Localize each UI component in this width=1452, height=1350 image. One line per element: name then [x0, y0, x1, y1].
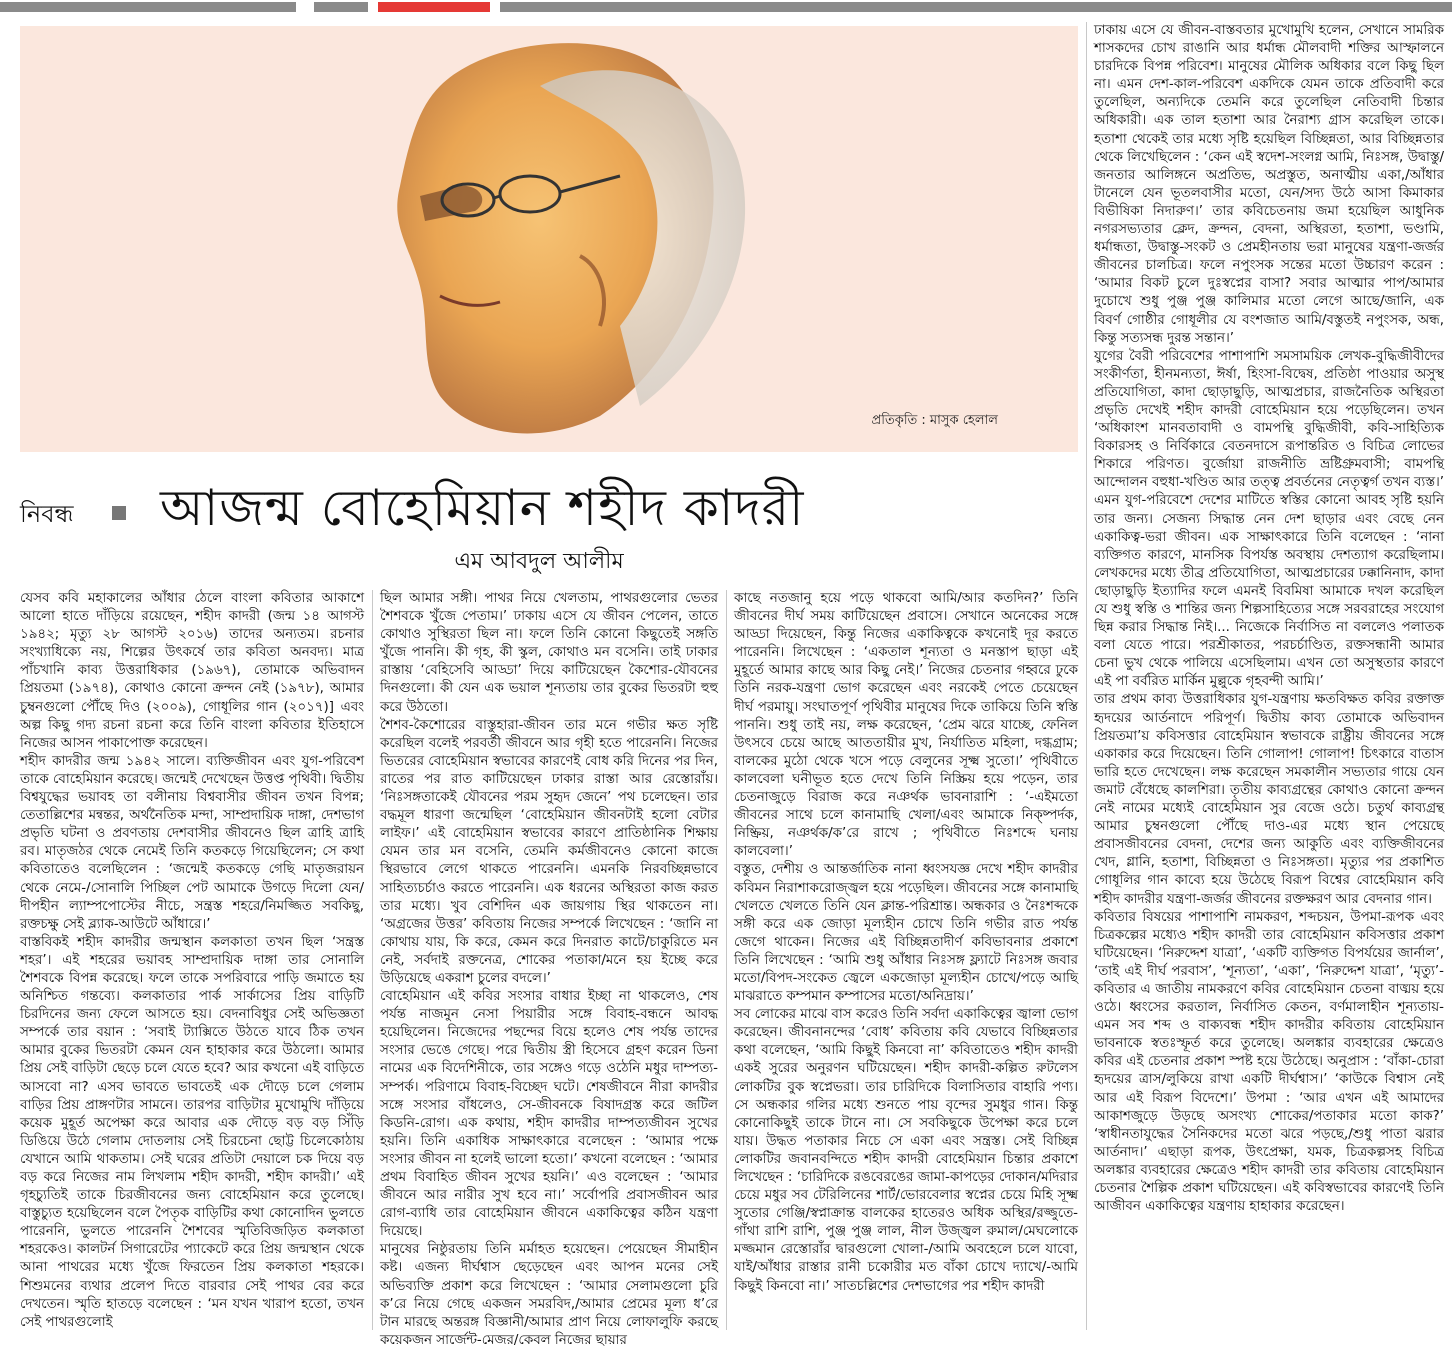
paragraph: বাস্তবিকই শহীদ কাদরীর জন্মস্থান কলকাতা তখন ছিল ‘সন্ত্রস্ত শহর’। এই শহরের ভয়াবহ সাম্প্রদায়িক দাঙ্গা তার সোনালি শৈশবকে বিপন্ন করেছে। ফলে তাকে সপরিবারে পাড়ি জমাতে হয় অনিশ্চিত গন্তব্যে। কলকাতার পার্ক সার্কাসের প্রিয় বাড়িটি চিরদিনের জন্য ফেলে আসতে হয়। বেদনাবিধুর সেই অভিজ্ঞতা সম্পর্কে তার বয়ান : ‘সবাই ট্যাক্সিতে উঠতে যাবে ঠিক তখন আমার বুকের ভিতরটা কেমন যেন হাহাকার করে উঠলো। আমার প্রিয় সেই বাড়িটা ছেড়ে চলে যেতে হবে? আর কখনো এই বাড়িতে আসবো না? এসব ভাবতে ভাবতেই এক দৌড়ে চলে গেলাম বাড়ির প্রিয় প্রাঙ্গণটার সামনে। তারপর বাড়িটার মুখোমুখি দাঁড়িয়ে কয়েক মুহূর্ত অপেক্ষা করে আবার এক দৌড়ে বড় বড় সিঁড়ি ডিঙিয়ে উঠে গেলাম দোতলায় সেই চিরচেনা ছোট্ট চিলেকোঠায় যেখানে আমি থাকতাম। সেই ঘরের প্রতিটা দেয়ালে চক দিয়ে বড় বড় করে নিজের নাম লিখলাম শহীদ কাদরী, শহীদ কাদরী।’ এই গৃহচ্যুতিই তাকে চিরজীবনের জন্য বোহেমিয়ান করে তুলেছে। বাস্তুচ্যুত হয়েছিলেন বলে পৈতৃক বাড়িটির কথা কোনোদিন ভুলতে পারেননি, ভুলতে পারেননি শৈশবের স্মৃতিবিজড়িত কলকাতা শহরকেও। কালটর্ন সিগারেটের প্যাকেটে করে প্রিয় জন্মস্থান থেকে আনা পাথরের মধ্যে খুঁজে ফিরতেন প্রিয় কলকাতা শহরকে। শিশুমনের ব্যথার প্রলেপ দিতে বারবার সেই পাথর বের করে দেখতেন। স্মৃতি হাতড়ে বলেছেন : ‘মন যখন খারাপ হতো, তখন সেই পাথরগুলোই [20, 934, 364, 1330]
paragraph: বস্তুত, দেশীয় ও আন্তর্জাতিক নানা ধ্বংসযজ্ঞ দেখে শহীদ কাদরীর কবিমন নিরাশাকরোজ্জ্বল হয়ে পড়েছিল। জীবনের সঙ্গে কানামাছি খেলতে খেলতে তিনি যেন ক্লান্ত-পরিশ্রান্ত। অন্ধকার ও নৈঃশব্দকে সঙ্গী করে এক জোড়া মূল্যহীন চোখে তিনি গভীর রাত পর্যন্ত জেগে থাকেন। নিজের এই বিচ্ছিন্নতাদীর্ণ কবিভাবনার প্রকাশে তিনি লিখেছেন : ‘আমি শুধু আঁধার নিঃসঙ্গ ফ্ল্যাটে নিঃসঙ্গ জবার মতো/বিপদ-সংকেত জ্বেলে একজোড়া মূল্যহীন চোখে/পড়ে আছি মাঝরাতে কম্পমান কম্পাসের মতো/অনিদ্রায়।’ [734, 862, 1078, 1005]
paragraph: বোহেমিয়ান এই কবির সংসার বাধার ইচ্ছা না থাকলেও, শেষ পর্যন্ত নাজমুন নেসা পিয়ারীর সঙ্গে বিবাহ-বন্ধনে আবদ্ধ হয়েছিলেন। নিজেদের পছন্দের বিয়ে হলেও শেষ পর্যন্ত তাদের সংসার ভেঙে গেছে। পরে দ্বিতীয় স্ত্রী হিসেবে গ্রহণ করেন ডিনা নামের এক বিদেশিনীকে, তার সঙ্গেও গড়ে ওঠেনি মধুর দাম্পত্য-সম্পর্ক। পরিণামে বিবাহ-বিচ্ছেদ ঘটে। শেষজীবনে নীরা কাদরীর সঙ্গে সংসার বাঁধলেও, সে-জীবনকে বিষাদগ্রস্ত করে জটিল কিডনি-রোগ। এক কথায়, শহীদ কাদরীর দাম্পত্যজীবন সুখের হয়নি। তিনি একাধিক সাক্ষাৎকারে বলেছেন : ‘আমার পক্ষে সংসার জীবন না হলেই ভালো হতো।’ কখনো বলেছেন : ‘আমার প্রথম বিবাহিত জীবন সুখের হয়নি।’ এও বলেছেন : ‘আমার জীবনে আর নারীর সুখ হবে না।’ সর্বোপরি প্রবাসজীবন আর রোগ-ব্যাধি তার বোহেমিয়ান জীবনে একাকিত্বের কঠিন যন্ত্রণা দিয়েছে। [380, 989, 718, 1240]
paragraph: ঢাকায় এসে যে জীবন-বাস্তবতার মুখোমুখি হলেন, সেখানে সামরিক শাসকদের চোখ রাঙানি আর ধর্মান্ধ মৌলবাদী শক্তির আস্ফালনে চারদিকে বিপন্ন পরিবেশ। মানুষের মৌলিক অধিকার বলে কিছু ছিল না। এমন দেশ-কাল-পরিবেশ একদিকে যেমন তাকে প্রতিবাদী করে তুলেছিল, অন্যদিকে তেমনি করে তুলেছিল নেতিবাদী চিন্তার অধিকারী। এক তাল হতাশা আর নৈরাশ্য গ্রাস করেছিল তাকে। হতাশা থেকেই তার মধ্যে সৃষ্টি হয়েছিল বিচ্ছিন্নতা, আর বিচ্ছিন্নতার থেকে লিখেছিলেন : ‘কেন এই স্বদেশ-সংলগ্ন আমি, নিঃসঙ্গ, উদ্বাস্তু/জনতার আলিঙ্গনে অপ্রতিভ, অপ্রস্তুত, অনাত্মীয় একা,/আঁধার টানেলে যেন ভূতলবাসীর মতো, যেন/সদ্য উঠে আসা কিমাকার বিভীষিকা নিদারুণ।’ তার কবিচেতনায় জমা হয়েছিল আধুনিক নগরসভ্যতার ক্লেদ, ক্রন্দন, বেদনা, অস্থিরতা, হতাশা, ভণ্ডামি, ধর্মান্ধতা, উদ্বাস্তু-সংকট ও প্রেমহীনতায় ভরা মানুষের যন্ত্রণা-জর্জর জীবনের চালচিত্র। ফলে নপুংসক সন্তের মতো উচ্চারণ করেন : ‘আমার বিকট চুলে দুঃস্বপ্নের বাসা? সবার আত্মার পাপ/আমার দুচোখে শুধু পুঞ্জ পুঞ্জ কালিমার মতো লেগে আছে/জানি, এক বিবর্ণ গোষ্ঠীর গোধূলীর যে বংশজাত আমি/বস্তুতই নপুংসক, অন্ধ, কিন্তু সত্যসন্ধ দুরন্ত সন্তান।’ [1094, 23, 1444, 346]
article-column-4 [1094, 22, 1444, 1330]
paragraph: কাছে নতজানু হয়ে পড়ে থাকবো আমি/আর কতদিন?’ তিনি জীবনের দীর্ঘ সময় কাটিয়েছেন প্রবাসে। সেখানে অনেকের সঙ্গে আড্ডা দিয়েছেন, কিন্তু নিজের একাকিত্বকে কখনোই দূর করতে পারেননি। লিখেছেন : ‘একতাল শূন্যতা ও মনস্তাপ ছাড়া এই মুহূর্তে আমার কাছে আর কিছু নেই।’ নিজের চেতনার গহ্বরে ঢুকে তিনি নরক-যন্ত্রণা ভোগ করেছেন এবং নরকেই পেতে চেয়েছেন দীর্ঘ পরমায়ু। সংঘাতপূর্ণ পৃথিবীর মানুষের দিকে তাকিয়ে তিনি স্বস্তি পাননি। শুধু তাই নয়, লক্ষ করেছেন, ‘প্রেম ঝরে যাচ্ছে, ফেনিল উৎসবে চেয়ে আছে আততায়ীর মুখ, নির্যাতিত মহিলা, দগ্ধগ্রাম; বালকের মুঠো থেকে খসে পড়ে বেলুনের সূক্ষ্ম সুতো।’ পৃথিবীতে কালবেলা ঘনীভূত হতে দেখে তিনি নিস্ক্রিয় হয়ে পড়েন, তার চেতনাজুড়ে বিরাজ করে নঞর্থক ভাবনারাশি : ‘-এইমতো জীবনের সাথে চলে কানামাছি খেলা/এবং আমাকে নিক্ষ্পর্দক, নিষ্ক্রিয়, নঞর্থক/ক’রে রাখে ; পৃথিবীতে নিঃশব্দে ঘনায় কালবেলা।’ [734, 591, 1078, 860]
article-title: আজন্ম বোহেমিয়ান শহীদ কাদরী [160, 479, 805, 537]
photo-credit: প্রতিকৃতি : মাসুক হেলাল [871, 413, 998, 428]
top-bar-gray-small [314, 2, 368, 12]
top-decorative-bar [0, 0, 1452, 14]
article-byline: এম আবদুল আলীম [454, 549, 624, 574]
section-label: নিবন্ধ [20, 500, 74, 528]
article-column-1 [20, 590, 364, 1330]
column-divider [372, 590, 373, 1330]
paragraph: শহীদ কাদরীর জন্ম ১৯৪২ সালে। ব্যক্তিজীবন এবং যুগ-পরিবেশ তাকে বোহেমিয়ান করেছে। জন্মেই দেখেছেন উত্তপ্ত পৃথিবী। দ্বিতীয় বিশ্বযুদ্ধের ভয়াবহ তা বলীনায় বিশ্ববাসীর জীবন তখন বিপন্ন; তেতাল্লিশের মন্বন্তর, অর্থনৈতিক মন্দা, সাম্প্রদায়িক দাঙ্গা, দেশভাগ প্রভৃতি ঘটনা ও প্রবণতায় দেশবাসীর জীবনেও ছিল ত্রাহি ত্রাহি রব। মাতৃজঠর থেকে নেমেই তিনি কতকড়ে গিয়েছিলেন; সে কথা কবিতাতেও বলেছিলেন : ‘জন্মেই কতকড়ে গেছি মাতৃজরায়ন থেকে নেমে-/সোনালি পিচ্ছিল পেট আমাকে উগড়ে দিলো যেন/দীপহীন ল্যাম্পপোস্টের নীচে, সন্ত্রস্ত শহরে/নিমজ্জিত সবকিছু, রক্তচক্ষু সেই ব্ল্যাক-আউটে আঁধারে।’ [20, 753, 364, 932]
portrait-drawing [20, 26, 1078, 452]
paragraph: যেসব কবি মহাকালের আঁধার ঠেলে বাংলা কবিতার আকাশে আলো হাতে দাঁড়িয়ে রয়েছেন, শহীদ কাদরী (জন্ম ১৪ আগস্ট ১৯৪২; মৃত্যু ২৮ আগস্ট ২০১৬) তাদের অন্যতম। রচনার সংখ্যাধিক্যে নয়, শিল্পের উৎকর্ষে তার কবিতা অনবদ্য। মাত্র পাঁচখানি কাব্য উত্তরাধিকার (১৯৬৭), তোমাকে অভিবাদন প্রিয়তমা (১৯৭৪), কোথাও কোনো ক্রন্দন নেই (১৯৭৮), আমার চুম্বনগুলো পৌঁছে দিও (২০০৯), গোধূলির গান (২০১৭)] এবং অল্প কিছু গদ্য রচনা রচনা করে তিনি বাংলা কবিতার ইতিহাসে নিজের আসন পাকাপোক্ত করেছেন। [20, 591, 364, 751]
column-divider [726, 590, 727, 1330]
column-divider [1086, 22, 1087, 1330]
article-column-2 [380, 590, 718, 1348]
paragraph: ছিল আমার সঙ্গী। পাথর নিয়ে খেলতাম, পাথরগুলোর ভেতর শৈশবকে খুঁজে পেতাম।’ ঢাকায় এসে যে জীবন পেলেন, তাতে কোথাও সুস্থিরতা ছিল না। ফলে তিনি কোনো কিছুতেই সঙ্গতি খুঁজে পাননি। কী গৃহ, কী স্কুল, কোথাও মন বসেনি। তাই ঢাকার রাস্তায় ‘বেহিসেবি আড্ডা’ দিয়ে কাটিয়েছেন কৈশোর-যৌবনের দিনগুলো। কী যেন এক ভয়াল শূন্যতায় তার বুকের ভিতরটা হুহু করে উঠতো। [380, 591, 718, 715]
paragraph: মানুষের নিষ্ঠুরতায় তিনি মর্মাহত হয়েছেন। পেয়েছেন সীমাহীন কষ্ট। এজন্য দীর্ঘশ্বাস ছেড়েছেন এবং আপন মনের সেই অভিব্যক্তি প্রকাশ করে লিখেছেন : ‘আমার সেলামগুলো চুরি ক’রে নিয়ে গেছে একজন সমরবিদ,/আমার প্রেমের মূল্য ধ’রে টান মারছে অন্তরঙ্গ বিজ্ঞানী/আমার প্রাণ নিয়ে লোফালুফি করছে কয়েকজন সার্জেন্ট-মেজর/কেবল নিজের ছায়ার [380, 1242, 718, 1348]
section-square-marker [112, 506, 126, 520]
headline-row [20, 474, 1078, 544]
paragraph: তার প্রথম কাব্য উত্তরাধিকার যুগ-যন্ত্রণায় ক্ষতবিক্ষত কবির রক্তাক্ত হৃদয়ের আর্তনাদে পরিপূর্ণ। দ্বিতীয় কাব্য তোমাকে অভিবাদন প্রিয়তমা’য় কবিসত্তার বোহেমিয়ান স্বভাবকে রাষ্ট্রীয় জীবনের সঙ্গে একাকার করে দিয়েছেন। তিনি গোলাপ! গোলাপ! চিৎকারে বাতাস ভারি হতে দেখেছেন। লক্ষ করেছেন সমকালীন সভ্যতার গায়ে যেন জমাট বেঁধেছে কালশিরা। তৃতীয় কাব্যগ্রন্থের কোথাও কোনো ক্রন্দন নেই নামের মধ্যেই বোহেমিয়ান সুর বেজে ওঠে। চতুর্থ কাব্যগ্রন্থ আমার চুম্বনগুলো পৌঁছে দাও-এর মধ্যে স্থান পেয়েছে প্রবাসজীবনের বেদনা, দেশের জন্য আকুতি এবং ব্যক্তিজীবনের খেদ, গ্লানি, হতাশা, বিচ্ছিন্নতা ও নিঃসঙ্গতা। মৃত্যুর পর প্রকাশিত গোধূলির গান কাব্যে হয়ে উঠেছে বিরূপ বিশ্বের বোহেমিয়ান কবি শহীদ কাদরীর যন্ত্রণা-জর্জর জীবনের রক্তক্ষরণ আর বেদনার গান। [1094, 692, 1444, 907]
portrait-illustration [20, 26, 1078, 452]
paragraph: শৈশব-কৈশোরের বাস্তুহারা-জীবন তার মনে গভীর ক্ষত সৃষ্টি করেছিল বলেই পরবর্তী জীবনে আর গৃহী হতে পারেননি। নিজের ভিতরের বোহেমিয়ান স্বভাবের কারণেই বোধ করি দিনের পর দিন, রাতের পর রাত কাটিয়েছেন ঢাকার রাস্তা আর রেস্তোরাঁয়। ‘নিঃসঙ্গতাকেই যৌবনের পরম সুহৃদ জেনে’ পথ চলেছেন। তার বদ্ধমূল ধারণা জন্মেছিল ‘বোহেমিয়ান জীবনটাই হলো বেটার লাইফ।’ এই বোহেমিয়ান স্বভাবের কারণে প্রাতিষ্ঠানিক শিক্ষায় যেমন তার মন বসেনি, তেমনি কর্মজীবনেও কোনো কাজে স্থিরভাবে লেগে থাকতে পারেননি। এমনকি নিরবচ্ছিন্নভাবে সাহিত্যচর্চাও করতে পারেননি। এক ধরনের অস্থিরতা কাজ করত তার মধ্যে। খুব বেশিদিন এক জায়গায় স্থির থাকতেন না। ‘অগ্রজের উত্তর’ কবিতায় নিজের সম্পর্কে লিখেছেন : ‘জানি না কোথায় যায়, কি করে, কেমন করে দিনরাত কাটে/চাকুরিতে মন নেই, সর্বদাই রক্তনেত্র, শোকের পতাকা/মনে হয় ইচ্ছে করে উড়িয়েছে একরাশ চুলের বদলে।’ [380, 717, 718, 986]
top-bar-red-accent [378, 2, 490, 12]
paragraph: সব লোকের মাঝে বাস করেও তিনি সর্বদা একাকিত্বের জ্বালা ভোগ করেছেন। জীবনানন্দের ‘বোধ’ কবিতায় কবি যেভাবে বিচ্ছিন্নতার কথা বলেছেন, ‘আমি কিছুই কিনবো না’ কবিতাতেও শহীদ কাদরী একই সুরের অনুরণন ঘটিয়েছেন। শহীদ কাদরী-কল্পিত রুটলেস লোকটির বুক স্বপ্নেভরা। তার চারিদিকে বিলাসিতার বাহারি পণ্য। সে অন্ধকার গলির মধ্যে শুনতে পায় বৃন্দের সুমধুর গান। কিন্তু কোনোকিছুই তাকে টানে না। সে সবকিছুকে উপেক্ষা করে চলে যায়। উদ্ধত পতাকার নিচে সে একা এবং সন্ত্রস্ত। সেই বিচ্ছিন্ন লোকটির জবানবন্দিতে শহীদ কাদরী বোহেমিয়ান চিন্তার প্রকাশে লিখেছেন : ‘চারিদিকে রঙবেরঙের জামা-কাপড়ের দোকান/মদিরার চেয়ে মধুর সব টেরিলিনের শার্ট/ভোরবেলার স্বপ্নের চেয়ে মিহি সূক্ষ্ম সুতোর গেঞ্জি/স্বপ্নাক্রান্ত বালকের হাতেরও অধিক অস্থির/রজ্জুতে-গাঁথা রাশি রাশি, পুঞ্জ পুঞ্জ লাল, নীল উজ্জ্বল রুমাল/মেঘলোকে মজ্জমান রেস্তোরাঁর দ্বারগুলো খোলা-/আমি অবহেলে চলে যাবো, যাই/আঁধার রাস্তার রানী চকোরীর মত বাঁকা চোখে দ্যাখে/-আমি কিছুই কিনবো না।’ সাতচল্লিশের দেশভাগের পর শহীদ কাদরী [734, 1007, 1078, 1294]
article-column-3 [734, 590, 1078, 1330]
top-bar-gray-left [0, 2, 296, 12]
paragraph: কবিতার বিষয়ের পাশাপাশি নামকরণ, শব্দচয়ন, উপমা-রূপক এবং চিত্রকল্পের মধ্যেও শহীদ কাদরী তার বোহেমিয়ান কবিসত্তার প্রকাশ ঘটিয়েছেন। ‘নিরুদ্দেশ যাত্রা’, ‘একটি ব্যক্তিগত বিপর্যয়ের জার্নাল’, ‘তাই এই দীর্ঘ পরবাস’, ‘শূন্যতা’, ‘একা’, ‘নিরুদ্দেশ যাত্রা’, ‘মৃত্যু’-কবিতার এ জাতীয় নামকরণে কবির বোহেমিয়ান চেতনা বাঙ্ময় হয়ে ওঠে। ধ্বংসের করতাল, নির্বাসিত কেতন, বর্ণমালাহীন শূন্যতায়-এমন সব শব্দ ও বাক্যবন্ধ শহীদ কাদরীর কবিতায় বোহেমিয়ান ভাবনাকে স্বতঃস্ফূর্ত করে তুলেছে। অলঙ্কার ব্যবহারের ক্ষেত্রেও কবির এই চেতনার প্রকাশ স্পষ্ট হয়ে উঠেছে। অনুপ্রাস : ‘বাঁকা-চোরা হৃদয়ের ত্রাস/লুকিয়ে রাখা একটি দীর্ঘশ্বাস।’ ‘কাউকে বিশ্বাস নেই আর এই বিরূপ বিদেশে।’ উপমা : ‘আর এখন এই আমাদের আকাশজুড়ে উড়ছে অসংখ্য শোকের/পতাকার মতো কাক?’ ‘স্বাধীনতাযুদ্ধের সৈনিকদের মতো ঝরে পড়ছে,/শুধু পাতা ঝরার আর্তনাদ।’ এছাড়া রূপক, উৎপ্রেক্ষা, যমক, চিত্রকল্পসহ বিচিত্র অলঙ্কার ব্যবহারের ক্ষেত্রেও শহীদ কাদরী তার কবিতায় বোহেমিয়ান চেতনার শৈল্পিক প্রকাশ ঘটিয়েছেন। এই কবিস্বভাবের কারণেই তিনি আজীবন একাকিত্বের যন্ত্রণায় হাহাকার করেছেন। [1094, 909, 1444, 1215]
top-bar-gray-right [500, 2, 1452, 12]
paragraph: যুগের বৈরী পরিবেশের পাশাপাশি সমসাময়িক লেখক-বুদ্ধিজীবীদের সংকীর্ণতা, হীনমন্যতা, ঈর্ষা, হিংসা-বিদ্বেষ, প্রতিষ্ঠা পাওয়ার অসুস্থ প্রতিযোগিতা, কাদা ছোড়াছুড়ি, আত্মপ্রচার, রাজনৈতিক অস্থিরতা প্রভৃতি দেখেই শহীদ কাদরী বোহেমিয়ান হয়ে পড়েছিলেন। তখন ‘অধিকাংশ মানবতাবাদী ও বামপন্থি বুদ্ধিজীবী, কবি-সাহিত্যিক বিকারসহ ও নির্বিকারে বেতনদাসে রূপান্তরিত ও বিচিত্র লোভের শিকারে পরিণত। বুর্জোয়া রাজনীতি ভ্রষ্টিগ্রুমবাসী; বামপন্থি আন্দোলন বহুধা-খণ্ডিত আর তত্ত্ব প্রবর্তনের নেতৃত্বর্গ তখন ব্যস্ত।’ এমন যুগ-পরিবেশে দেশের মাটিতে স্বস্তির কোনো আবহ সৃষ্টি হয়নি তার জন্য। সেজন্য সিদ্ধান্ত নেন দেশ ছাড়ার এবং বেছে নেন একাকিত্ব-ভরা জীবন। এক সাক্ষাৎকারে তিনি বলেছেন : ‘নানা ব্যক্তিগত কারণে, মানসিক বিপর্যস্ত অবস্থায় দেশত্যাগ করেছিলাম। লেখকদের মধ্যে তীব্র প্রতিযোগিতা, আত্মপ্রচারের ঢক্কানিনাদ, কাদা ছোড়াছুড়ি ইত্যাদির ফলে এমনই বিবমিষা আমাকে দখল করেছিল যে শুধু স্বস্তি ও শান্তির জন্য শিল্পসাহিত্যের সঙ্গে সরবরাহের সংযোগ ছিন্ন করার সিদ্ধান্ত নিই।... নিজেকে নির্বাসিত না বললেও পলাতক বলা যেতে পারে। পরশ্রীকাতর, পরচর্চাণ্ডিত, রক্তসন্ধানী আমার চেনা ভুখ থেকে পালিয়ে এসেছিলাম। এখন তো অসুস্থতার কারণে এই পা বর্বরিত মার্কিন মুল্লুকে গৃহবন্দী আমি।’ [1094, 348, 1444, 690]
